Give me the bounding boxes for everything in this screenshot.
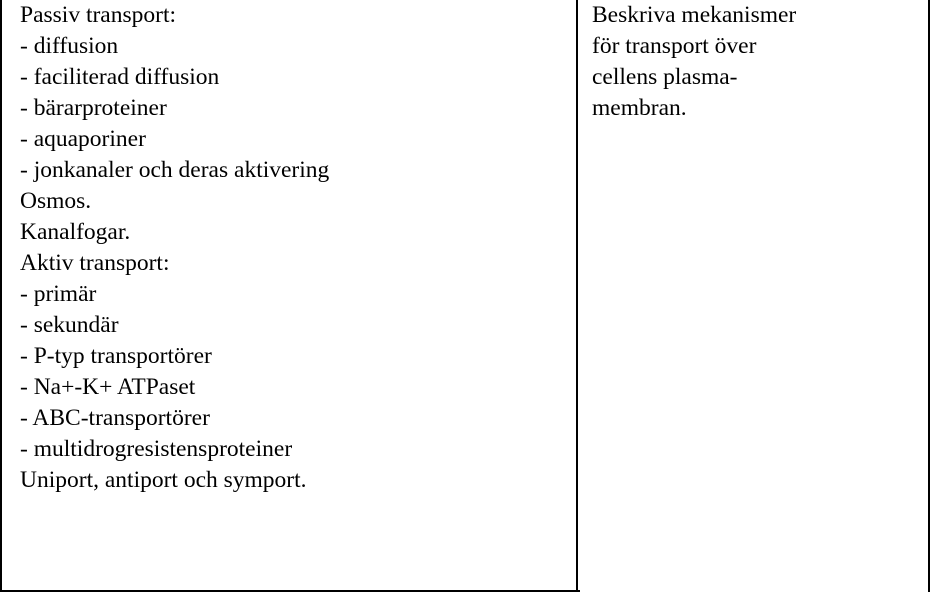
text-line: - bärarproteiner: [20, 95, 167, 121]
text-line: Osmos.: [20, 188, 92, 214]
text-line: membran.: [592, 95, 687, 121]
paragraph-uniport-antiport-symport: [20, 465, 566, 496]
text-line: Uniport, antiport och symport.: [20, 467, 307, 493]
table-cell-objective: [578, 0, 930, 592]
text-line: Beskriva mekanismer: [592, 2, 797, 28]
paragraph-passive-transport: [20, 0, 566, 186]
text-line: - Na+-K+ ATPaset: [20, 374, 196, 400]
content-cell-text: [20, 0, 566, 496]
paragraph-active-transport: [20, 248, 566, 465]
text-line: Kanalfogar.: [20, 219, 131, 245]
text-line: - primär: [20, 281, 97, 307]
text-line: - sekundär: [20, 312, 119, 338]
text-line: - multidrogresistensproteiner: [20, 436, 293, 462]
text-line: cellens plasma-: [592, 64, 738, 90]
objective-cell-text: [592, 0, 916, 124]
text-line: - diffusion: [20, 33, 119, 59]
text-line: Passiv transport:: [20, 2, 177, 28]
text-line: - aquaporiner: [20, 126, 146, 152]
text-line: - jonkanaler och deras aktivering: [20, 157, 330, 183]
text-line: - P-typ transportörer: [20, 343, 212, 369]
text-line: för transport över: [592, 33, 757, 59]
paragraph-osmosis: [20, 186, 566, 217]
text-line: - ABC-transportörer: [20, 405, 210, 431]
text-line: - faciliterad diffusion: [20, 64, 220, 90]
paragraph-gap-junctions: [20, 217, 566, 248]
text-line: Aktiv transport:: [20, 250, 170, 276]
